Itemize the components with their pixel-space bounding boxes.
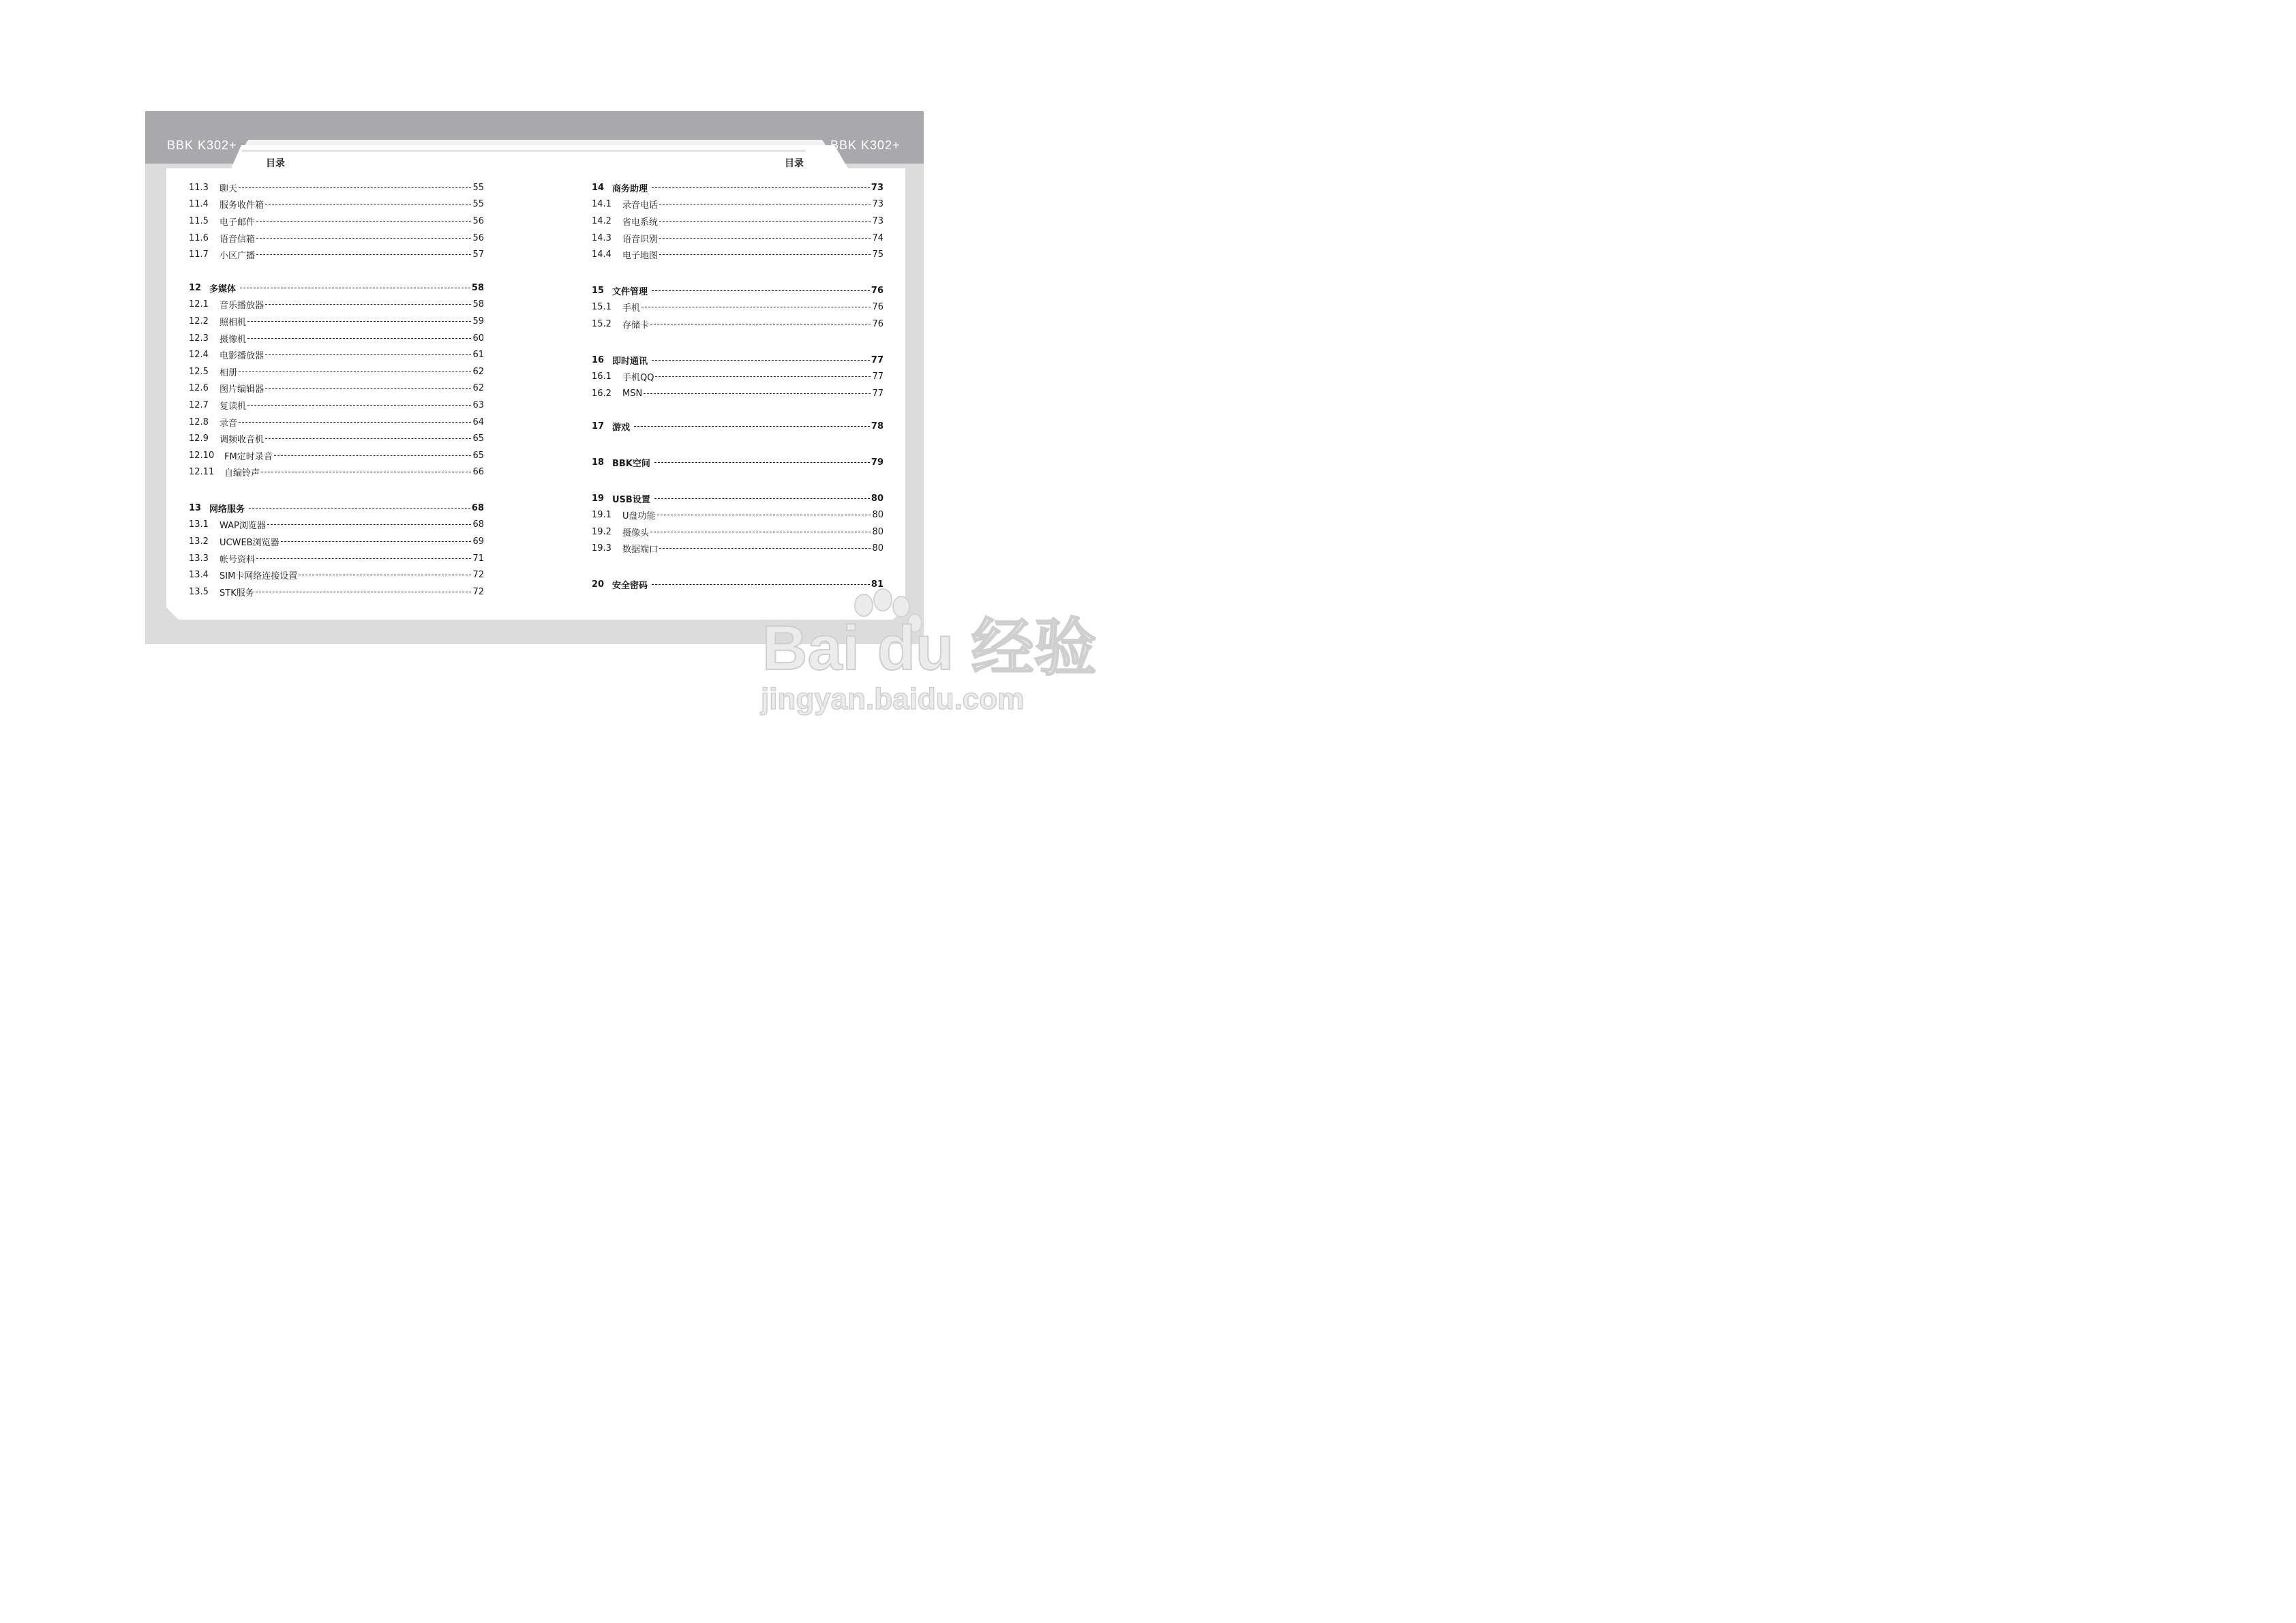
toc-entry[interactable] [189, 196, 484, 213]
leader-dashes [654, 498, 870, 499]
entry-number: 14.2 [592, 215, 611, 226]
entry-title: FM定时录音 [224, 451, 273, 462]
chapter-title: 安全密码 [612, 580, 648, 591]
chapter-title: 网络服务 [209, 504, 245, 515]
chapter-page: 73 [871, 182, 883, 193]
toc-entry[interactable] [189, 550, 484, 567]
entry-number: 11.4 [189, 199, 209, 210]
toc-chapter[interactable] [592, 419, 883, 436]
leader-dashes [256, 238, 471, 239]
entry-title: 服务收件箱 [220, 200, 265, 211]
leader-dashes [654, 462, 870, 463]
toc-entry[interactable] [189, 430, 484, 447]
entry-number: 11.7 [189, 249, 209, 260]
spacer [592, 402, 883, 419]
toc-entry[interactable] [592, 213, 883, 230]
toc-chapter[interactable] [189, 500, 484, 517]
toc-chapter[interactable] [592, 454, 883, 471]
header-title-bar [230, 151, 817, 168]
entry-title: 录音电话 [622, 200, 659, 211]
toc-entry[interactable] [189, 414, 484, 431]
entry-title: 音乐播放器 [220, 301, 265, 312]
toc-entry[interactable] [592, 316, 883, 333]
chapter-page: 79 [871, 457, 883, 468]
entry-title: 调频收音机 [220, 435, 265, 446]
toc-entry[interactable] [592, 230, 883, 247]
toc-entry[interactable] [189, 230, 484, 247]
entry-page: 60 [472, 333, 484, 344]
toc-entry[interactable] [592, 299, 883, 316]
watermark-url: jingyan.baidu.com [761, 682, 1025, 716]
entry-title: 图片编辑器 [220, 384, 265, 395]
chapter-title: USB设置 [612, 494, 650, 505]
toc-entry[interactable] [189, 313, 484, 330]
toc-entry[interactable] [592, 246, 883, 263]
entry-page: 62 [472, 383, 484, 394]
entry-page: 69 [472, 536, 484, 547]
entry-page: 64 [472, 416, 484, 427]
entry-page: 65 [472, 434, 484, 444]
entry-title: 小区广播 [220, 251, 256, 262]
chapter-title: 文件管理 [612, 286, 648, 297]
entry-page: 75 [872, 249, 883, 260]
entry-number: 13.1 [189, 519, 209, 530]
entry-number: 12.6 [189, 383, 209, 394]
entry-number: 13.5 [189, 586, 209, 597]
entry-page: 62 [472, 366, 484, 377]
entry-number: 13.2 [189, 536, 209, 547]
entry-title: MSN [622, 388, 643, 399]
leader-dashes [265, 438, 471, 439]
chapter-page: 80 [871, 493, 883, 504]
entry-title: 存储卡 [622, 320, 650, 331]
entry-number: 15.2 [592, 318, 611, 329]
toc-chapter[interactable] [592, 352, 883, 369]
entry-title: 摄像头 [622, 528, 650, 539]
entry-number: 12.4 [189, 350, 209, 361]
leader-dashes [247, 321, 471, 322]
entry-title: 语音识别 [622, 234, 659, 245]
entry-page: 71 [472, 553, 484, 564]
chapter-page: 78 [871, 421, 883, 432]
toc-entry[interactable] [189, 297, 484, 314]
toc-entry[interactable] [189, 346, 484, 363]
leader-dashes [644, 393, 871, 394]
spacer [592, 557, 883, 576]
entry-page: 73 [872, 215, 883, 226]
leader-dashes [281, 541, 472, 542]
spacer [592, 333, 883, 352]
spacer [592, 435, 883, 454]
leader-dashes [659, 221, 871, 222]
chapter-page: 81 [871, 579, 883, 590]
entry-page: 74 [872, 232, 883, 243]
entry-title: WAP浏览器 [220, 521, 266, 532]
entry-number: 16.2 [592, 388, 611, 399]
toc-entry[interactable] [189, 213, 484, 230]
chapter-number: 18 [592, 457, 605, 468]
entry-page: 56 [472, 215, 484, 226]
entry-title: U盘功能 [622, 511, 656, 522]
entry-title: STK服务 [220, 588, 254, 598]
entry-number: 14.1 [592, 199, 611, 210]
toc-entry[interactable] [592, 524, 883, 541]
leader-dashes [247, 338, 471, 339]
leader-dashes [265, 354, 471, 355]
entry-page: 72 [472, 570, 484, 581]
entry-page: 55 [472, 182, 484, 193]
entry-title: 省电系统 [622, 217, 659, 228]
brand-right: BBK K302+ [830, 138, 901, 152]
entry-number: 11.6 [189, 232, 209, 243]
toc-chapter[interactable] [592, 179, 883, 196]
entry-page: 76 [872, 318, 883, 329]
leader-dashes [659, 548, 871, 549]
leader-dashes [239, 187, 471, 188]
leader-dashes [267, 524, 472, 525]
leader-dashes [652, 290, 870, 291]
watermark-logo-text: Bai du 经验 [762, 613, 1097, 683]
toc-entry[interactable] [189, 566, 484, 583]
toc-entry[interactable] [592, 196, 883, 213]
leader-dashes [659, 238, 871, 239]
entry-page: 57 [472, 249, 484, 260]
chapter-page: 77 [871, 354, 883, 365]
entry-page: 80 [872, 526, 883, 537]
leader-dashes [274, 455, 472, 456]
entry-page: 77 [872, 388, 883, 399]
chapter-number: 12 [189, 282, 202, 293]
entry-number: 12.11 [189, 467, 215, 478]
toc-entry[interactable] [189, 179, 484, 196]
leader-dashes [239, 422, 471, 423]
entry-title: 电子地图 [622, 251, 659, 262]
chapter-title: 商务助理 [612, 183, 648, 194]
entry-number: 14.3 [592, 232, 611, 243]
entry-number: 13.3 [189, 553, 209, 564]
chapter-number: 16 [592, 354, 605, 365]
entry-number: 19.1 [592, 510, 611, 521]
chapter-title: 游戏 [612, 423, 631, 434]
toc-entry[interactable] [189, 447, 484, 464]
entry-number: 19.2 [592, 526, 611, 537]
entry-page: 65 [472, 450, 484, 461]
entry-page: 56 [472, 232, 484, 243]
entry-page: 80 [872, 543, 883, 554]
chapter-page: 76 [871, 285, 883, 296]
leader-dashes [265, 304, 471, 305]
entry-number: 12.3 [189, 333, 209, 344]
spacer [592, 471, 883, 490]
chapter-number: 13 [189, 502, 202, 513]
entry-page: 59 [472, 316, 484, 327]
brand-left: BBK K302+ [167, 138, 237, 152]
leader-dashes [239, 371, 471, 372]
entry-page: 76 [872, 302, 883, 313]
leader-dashes [652, 187, 870, 188]
leader-dashes [256, 254, 471, 255]
toc-left-column [189, 179, 484, 601]
chapter-page: 68 [471, 502, 484, 513]
entry-page: 73 [872, 199, 883, 210]
entry-page: 68 [472, 519, 484, 530]
entry-title: 录音 [220, 418, 238, 429]
entry-page: 61 [472, 350, 484, 361]
chapter-number: 19 [592, 493, 605, 504]
entry-number: 12.9 [189, 434, 209, 444]
toc-entry[interactable] [592, 385, 883, 402]
entry-number: 14.4 [592, 249, 611, 260]
chapter-number: 14 [592, 182, 605, 193]
entry-number: 12.7 [189, 399, 209, 410]
toc-chapter[interactable] [592, 490, 883, 507]
entry-title: 摄像机 [220, 334, 247, 345]
chapter-number: 17 [592, 421, 605, 432]
chapter-number: 15 [592, 285, 605, 296]
section-title-left: 目录 [266, 158, 285, 169]
chapter-page: 58 [471, 282, 484, 293]
toc-entry[interactable] [592, 541, 883, 558]
entry-title: 相册 [220, 367, 238, 378]
entry-title: 复读机 [220, 401, 247, 412]
toc-entry[interactable] [592, 368, 883, 385]
entry-page: 66 [472, 467, 484, 478]
entry-title: 照相机 [220, 317, 247, 328]
entry-title: 聊天 [220, 183, 238, 194]
entry-number: 16.1 [592, 371, 611, 382]
chapter-title: BBK空间 [612, 458, 650, 469]
entry-number: 19.3 [592, 543, 611, 554]
entry-number: 13.4 [189, 570, 209, 581]
leader-dashes [659, 254, 871, 255]
toc-entry[interactable] [189, 533, 484, 550]
entry-title: 手机QQ [622, 373, 654, 384]
leader-dashes [265, 388, 471, 389]
spacer [592, 263, 883, 282]
chapter-title: 即时通讯 [612, 356, 648, 367]
entry-page: 63 [472, 399, 484, 410]
spacer [189, 481, 484, 500]
leader-dashes [652, 584, 870, 585]
entry-title: 自编铃声 [224, 468, 260, 479]
entry-title: 帐号资料 [220, 554, 256, 565]
leader-dashes [655, 376, 871, 377]
toc-entry[interactable] [189, 464, 484, 481]
entry-page: 77 [872, 371, 883, 382]
entry-page: 80 [872, 510, 883, 521]
toc-entry[interactable] [189, 363, 484, 380]
toc-entry[interactable] [189, 397, 484, 414]
entry-title: 语音信箱 [220, 234, 256, 245]
toc-chapter[interactable] [592, 282, 883, 299]
entry-title: 数据端口 [622, 545, 659, 556]
entry-number: 12.10 [189, 450, 215, 461]
leader-dashes [256, 558, 471, 559]
entry-number: 12.8 [189, 416, 209, 427]
entry-number: 15.1 [592, 302, 611, 313]
entry-page: 58 [472, 299, 484, 310]
entry-number: 11.5 [189, 215, 209, 226]
entry-page: 55 [472, 199, 484, 210]
toc-entry[interactable] [189, 517, 484, 534]
leader-dashes [247, 405, 471, 406]
toc-entry[interactable] [189, 330, 484, 347]
leader-dashes [249, 508, 470, 509]
section-title-right: 目录 [785, 158, 804, 169]
leader-dashes [652, 360, 870, 361]
entry-title: SIM卡网络连接设置 [220, 571, 298, 582]
spacer [189, 263, 484, 279]
toc-chapter[interactable] [189, 279, 484, 297]
entry-page: 72 [472, 586, 484, 597]
chapter-title: 多媒体 [209, 284, 237, 294]
toc-entry[interactable] [592, 506, 883, 524]
entry-number: 11.3 [189, 182, 209, 193]
entry-number: 12.2 [189, 316, 209, 327]
baidu-jingyan-watermark [758, 590, 1097, 720]
entry-title: 手机 [622, 303, 641, 314]
toc-entry[interactable] [189, 380, 484, 397]
toc-entry[interactable] [189, 246, 484, 263]
toc-entry[interactable] [189, 583, 484, 601]
chapter-number: 20 [592, 579, 605, 590]
entry-title: UCWEB浏览器 [220, 538, 280, 549]
toc-right-column [592, 179, 883, 593]
entry-number: 12.1 [189, 299, 209, 310]
leader-dashes [256, 221, 471, 222]
entry-number: 12.5 [189, 366, 209, 377]
leader-dashes [634, 426, 870, 427]
entry-title: 电子邮件 [220, 217, 256, 228]
entry-title: 电影播放器 [220, 351, 265, 362]
